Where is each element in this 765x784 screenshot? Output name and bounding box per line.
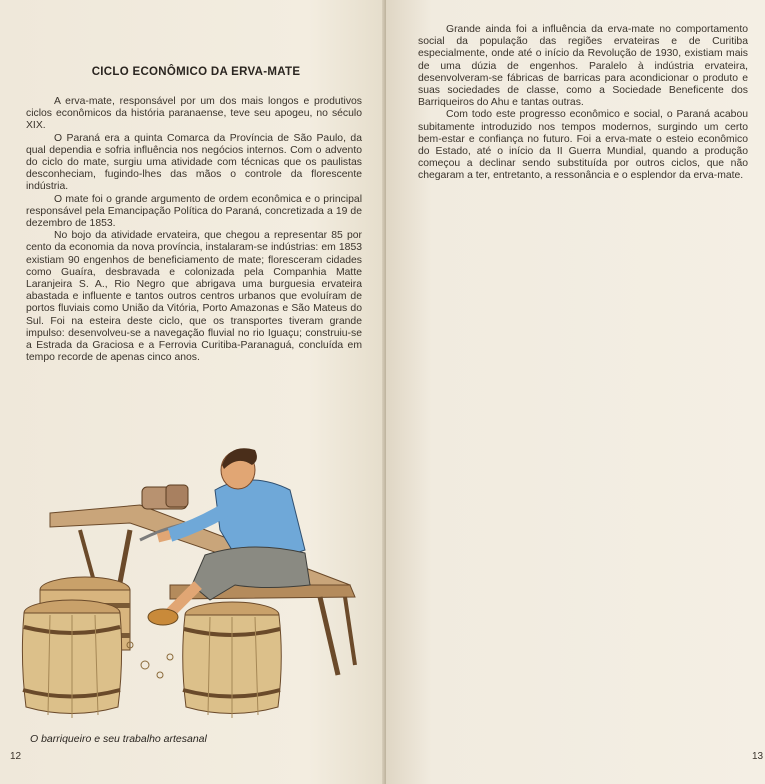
barrel-front-left: [22, 600, 121, 718]
paragraph: Com todo este progresso econômico e social, o Paraná acabou subitamente introduzido nos tempos modernos, surgindo um certo bem-estar e confiança no futuro. Foi a erva-mate o esteio econômico do Estado, até o início da II Guerra Mundial, quando a produção começou a declinar sendo substituída por outros ciclos, que não chegaram a ter, entretanto, a ressonância e o esplendor da erva-mate.: [418, 109, 748, 182]
barrel-maker-illustration: [20, 435, 370, 725]
page-number-right: 13: [752, 751, 764, 762]
right-body-text: [418, 24, 748, 183]
paragraph: Grande ainda foi a influência da erva-mate no comportamento social da população das regiões ervateiras e de Curitiba especialmente, onde até o início da Revolução de 1930, existiam mais de uma dúzia de engenhos. Paralelo à indústria ervateira, desenvolveram-se fábricas de barricas para acondicionar o produto e suas sociedades de classe, como a Sociedade Beneficente dos Barriqueiros do Ahu e tantas outras.: [418, 24, 748, 109]
paragraph: O Paraná era a quinta Comarca da Província de São Paulo, da qual dependia e sofria influência nos negócios internos. Com o advento do ciclo do mate, surgiu uma atividade com técnicas que os paulistas desconheciam, fugindo-lhes das mãos o controle da florescente indústria.: [26, 132, 362, 193]
illustration-caption: O barriqueiro e seu trabalho artesanal: [30, 733, 207, 745]
left-body-text: [26, 96, 362, 364]
barrel-front-right: [183, 602, 282, 718]
paragraph: A erva-mate, responsável por um dos mais longos e produtivos ciclos econômicos da história paranaense, teve seu apogeu, no século XIX.: [26, 96, 362, 132]
paragraph: O mate foi o grande argumento de ordem econômica e o principal responsável pela Emancipação Política do Paraná, concretizada a 19 de dezembro de 1853.: [26, 193, 362, 230]
page-number-left: 12: [10, 751, 22, 762]
right-page: [386, 0, 765, 784]
paragraph: No bojo da atividade ervateira, que chegou a representar 85 por cento da economia da nova província, instalaram-se indústrias: em 1853 existiam 90 engenhos de beneficiamento de mate; floresceram cidades como Guaíra, desbravada e colonizada pela Companhia Matte Laranjeira S. A., Rio Negro que abrigava uma burguesia ervateira abastada e influente e tantos outros centros urbanos que evoluíram de portos fluviais como União da Vitória, Porto Amazonas e São Mateus do Sul. Foi na esteira deste ciclo, que os transportes tiveram grande impulso: desenvolveu-se a navegação fluvial no rio Iguaçu; construiu-se a Estrada da Graciosa e a Ferrovia Curitiba-Paranaguá, concluída em tempo recorde de apenas cinco anos.: [26, 230, 362, 364]
page-title: CICLO ECONÔMICO DA ERVA-MATE: [91, 66, 301, 78]
